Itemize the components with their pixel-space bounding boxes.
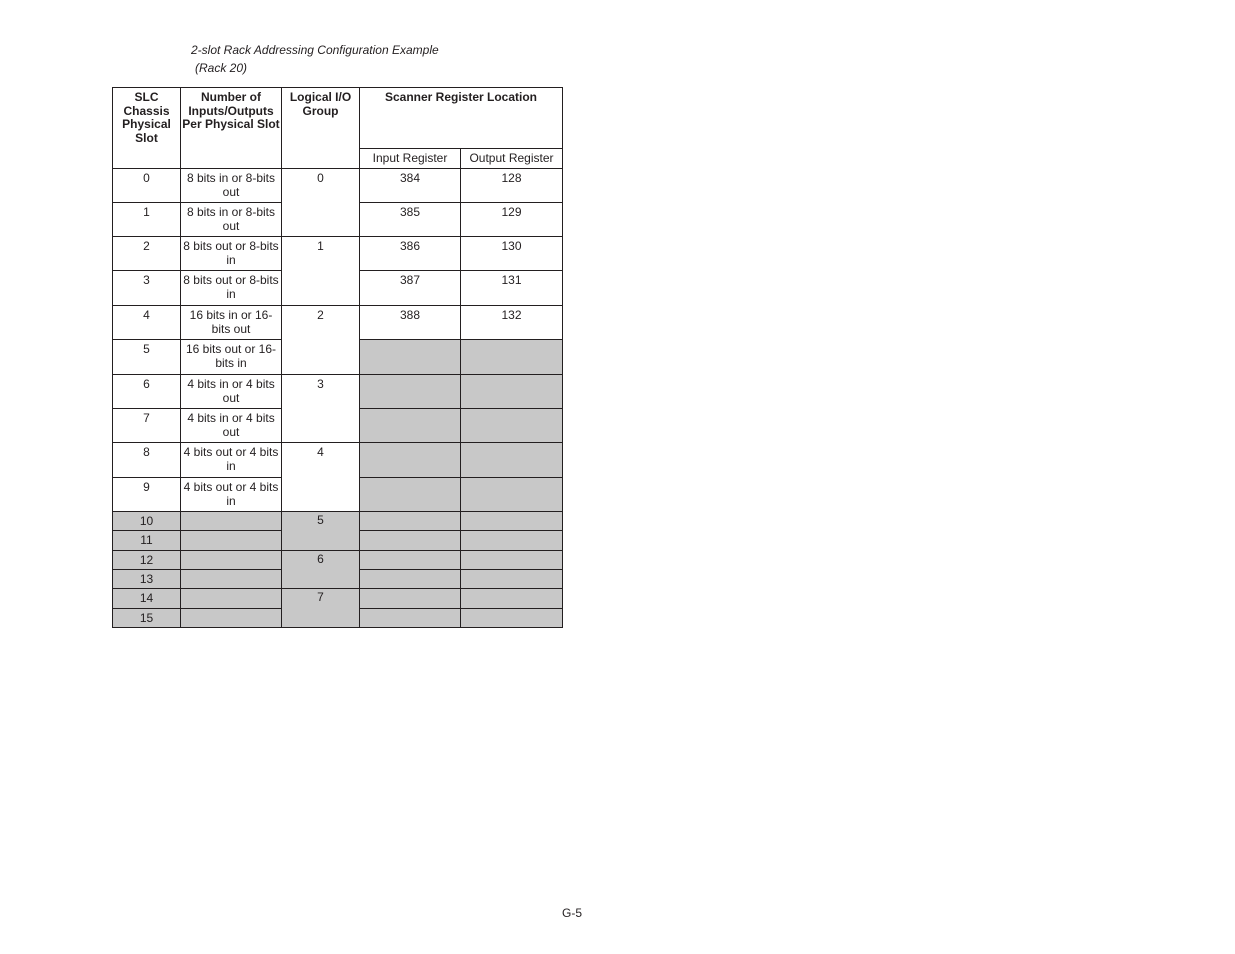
- slot-cell: 6: [113, 375, 181, 409]
- header-group: Logical I/O Group: [282, 88, 360, 169]
- output-register-cell: [461, 589, 563, 609]
- slot-cell: 3: [113, 271, 181, 306]
- output-register-cell: 128: [461, 169, 563, 203]
- input-register-cell: [360, 478, 461, 512]
- output-register-cell: [461, 443, 563, 478]
- slot-cell: 12: [113, 551, 181, 570]
- table-row: [113, 375, 563, 409]
- io-cell: [181, 570, 282, 589]
- group-cell: 5: [282, 512, 360, 551]
- slot-cell: 7: [113, 409, 181, 443]
- group-cell: 1: [282, 237, 360, 306]
- io-cell: 4 bits in or 4 bits out: [181, 375, 282, 409]
- input-register-cell: 386: [360, 237, 461, 271]
- io-cell: 4 bits out or 4 bits in: [181, 478, 282, 512]
- header-slot: SLC Chassis Physical Slot: [113, 88, 181, 169]
- input-register-cell: [360, 570, 461, 589]
- input-register-cell: [360, 340, 461, 375]
- input-register-cell: [360, 609, 461, 628]
- output-register-cell: 130: [461, 237, 563, 271]
- input-register-cell: [360, 531, 461, 551]
- slot-cell: 9: [113, 478, 181, 512]
- table-row: [113, 443, 563, 478]
- input-register-cell: [360, 551, 461, 570]
- input-register-cell: [360, 589, 461, 609]
- input-register-cell: 387: [360, 271, 461, 306]
- input-register-cell: 388: [360, 306, 461, 340]
- page-number: G-5: [562, 906, 583, 920]
- output-register-cell: [461, 531, 563, 551]
- header-scanner: Scanner Register Location: [360, 88, 563, 149]
- group-cell: 3: [282, 375, 360, 443]
- input-register-cell: 384: [360, 169, 461, 203]
- slot-cell: 5: [113, 340, 181, 375]
- group-cell: 6: [282, 551, 360, 589]
- group-cell: 0: [282, 169, 360, 237]
- io-cell: [181, 551, 282, 570]
- io-cell: 8 bits out or 8-bits in: [181, 271, 282, 306]
- output-register-cell: [461, 478, 563, 512]
- header-output-register: Output Register: [461, 149, 563, 169]
- header-row: [113, 88, 563, 149]
- io-cell: 16 bits out or 16-bits in: [181, 340, 282, 375]
- input-register-cell: [360, 512, 461, 531]
- slot-cell: 10: [113, 512, 181, 531]
- group-cell: 7: [282, 589, 360, 628]
- slot-cell: 2: [113, 237, 181, 271]
- output-register-cell: 132: [461, 306, 563, 340]
- group-cell: 4: [282, 443, 360, 512]
- output-register-cell: [461, 551, 563, 570]
- io-cell: 8 bits in or 8-bits out: [181, 169, 282, 203]
- output-register-cell: 129: [461, 203, 563, 237]
- table-row: [113, 169, 563, 203]
- header-input-register: Input Register: [360, 149, 461, 169]
- table-caption: 2-slot Rack Addressing Configuration Example: [191, 43, 439, 57]
- io-cell: 8 bits in or 8-bits out: [181, 203, 282, 237]
- output-register-cell: [461, 512, 563, 531]
- input-register-cell: [360, 409, 461, 443]
- output-register-cell: [461, 340, 563, 375]
- io-cell: [181, 531, 282, 551]
- io-cell: 4 bits in or 4 bits out: [181, 409, 282, 443]
- io-cell: [181, 609, 282, 628]
- io-cell: [181, 512, 282, 531]
- input-register-cell: 385: [360, 203, 461, 237]
- output-register-cell: [461, 570, 563, 589]
- output-register-cell: [461, 375, 563, 409]
- io-cell: 8 bits out or 8-bits in: [181, 237, 282, 271]
- slot-cell: 4: [113, 306, 181, 340]
- input-register-cell: [360, 443, 461, 478]
- slot-cell: 0: [113, 169, 181, 203]
- rack-addressing-table: [112, 87, 563, 628]
- slot-cell: 1: [113, 203, 181, 237]
- io-cell: 4 bits out or 4 bits in: [181, 443, 282, 478]
- table-row: [113, 551, 563, 570]
- output-register-cell: [461, 609, 563, 628]
- slot-cell: 13: [113, 570, 181, 589]
- slot-cell: 11: [113, 531, 181, 551]
- group-cell: 2: [282, 306, 360, 375]
- io-cell: [181, 589, 282, 609]
- input-register-cell: [360, 375, 461, 409]
- slot-cell: 14: [113, 589, 181, 609]
- output-register-cell: 131: [461, 271, 563, 306]
- table-row: [113, 589, 563, 609]
- rack-caption: (Rack 20): [195, 61, 248, 75]
- table-row: [113, 237, 563, 271]
- table-row: [113, 306, 563, 340]
- slot-cell: 8: [113, 443, 181, 478]
- output-register-cell: [461, 409, 563, 443]
- table-row: [113, 512, 563, 531]
- header-io: Number of Inputs/Outputs Per Physical Slot: [181, 88, 282, 169]
- slot-cell: 15: [113, 609, 181, 628]
- io-cell: 16 bits in or 16-bits out: [181, 306, 282, 340]
